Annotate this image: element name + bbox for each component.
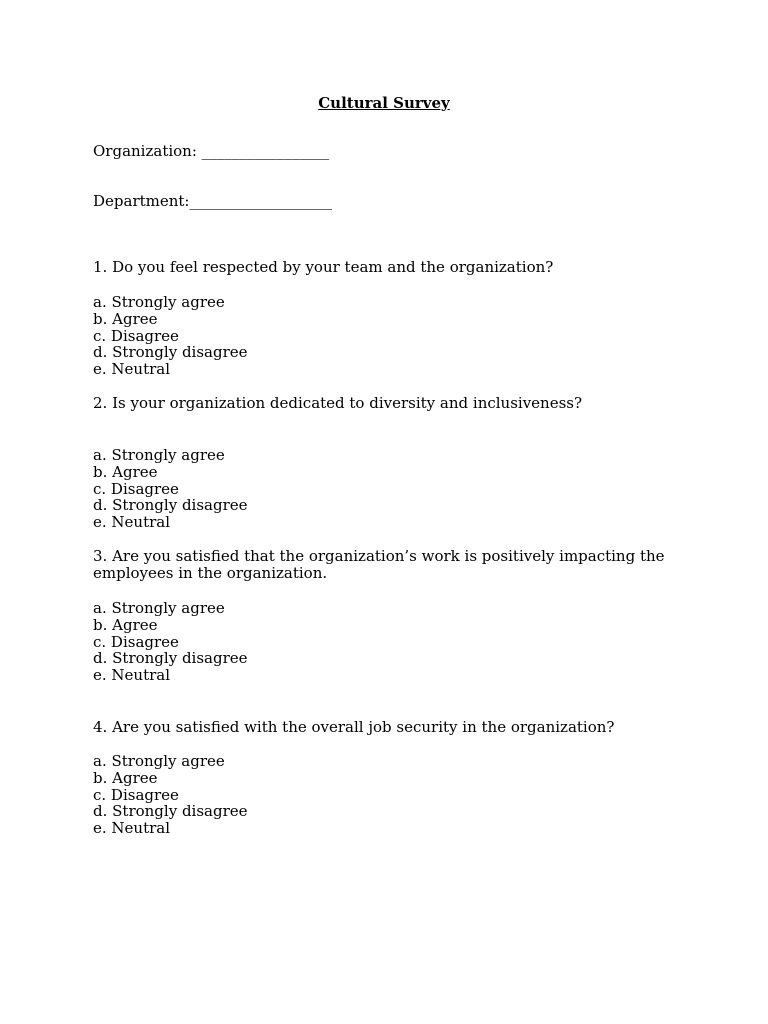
option-item: d. Strongly disagree [93,649,248,668]
option-item: c. Disagree [93,479,179,498]
option-item: e. Neutral [93,819,171,838]
question-2-options [93,447,248,531]
option-item: d. Strongly disagree [93,343,248,362]
option-item: a. Strongly agree [93,293,225,311]
question-1-options [93,294,248,378]
option-item: b. Agree [93,309,158,328]
option-item: a. Strongly agree [93,599,225,617]
question-4-options [93,753,248,837]
question-3-text: 3. Are you satisfied that the organization’s work is positively impacting the employees in the organization. [93,547,665,582]
option-item: c. Disagree [93,326,179,345]
department-field: Department:___________________ [93,192,332,210]
organization-field: Organization: _________________ [93,142,330,160]
option-item: c. Disagree [93,785,179,804]
option-item: d. Strongly disagree [93,802,248,821]
option-item: e. Neutral [93,666,171,685]
option-item: a. Strongly agree [93,446,225,464]
page-title: Cultural Survey [318,94,450,112]
option-item: b. Agree [93,615,158,634]
question-3-options [93,600,248,684]
option-item: c. Disagree [93,632,179,651]
option-item: e. Neutral [93,360,171,379]
question-1-text: 1. Do you feel respected by your team and the organization? [93,258,554,276]
option-item: d. Strongly disagree [93,496,248,515]
option-item: e. Neutral [93,513,171,532]
option-item: a. Strongly agree [93,752,225,770]
option-item: b. Agree [93,462,158,481]
option-item: b. Agree [93,768,158,787]
question-4-text: 4. Are you satisfied with the overall job security in the organization? [93,718,615,736]
question-2-text: 2. Is your organization dedicated to diversity and inclusiveness? [93,394,583,412]
